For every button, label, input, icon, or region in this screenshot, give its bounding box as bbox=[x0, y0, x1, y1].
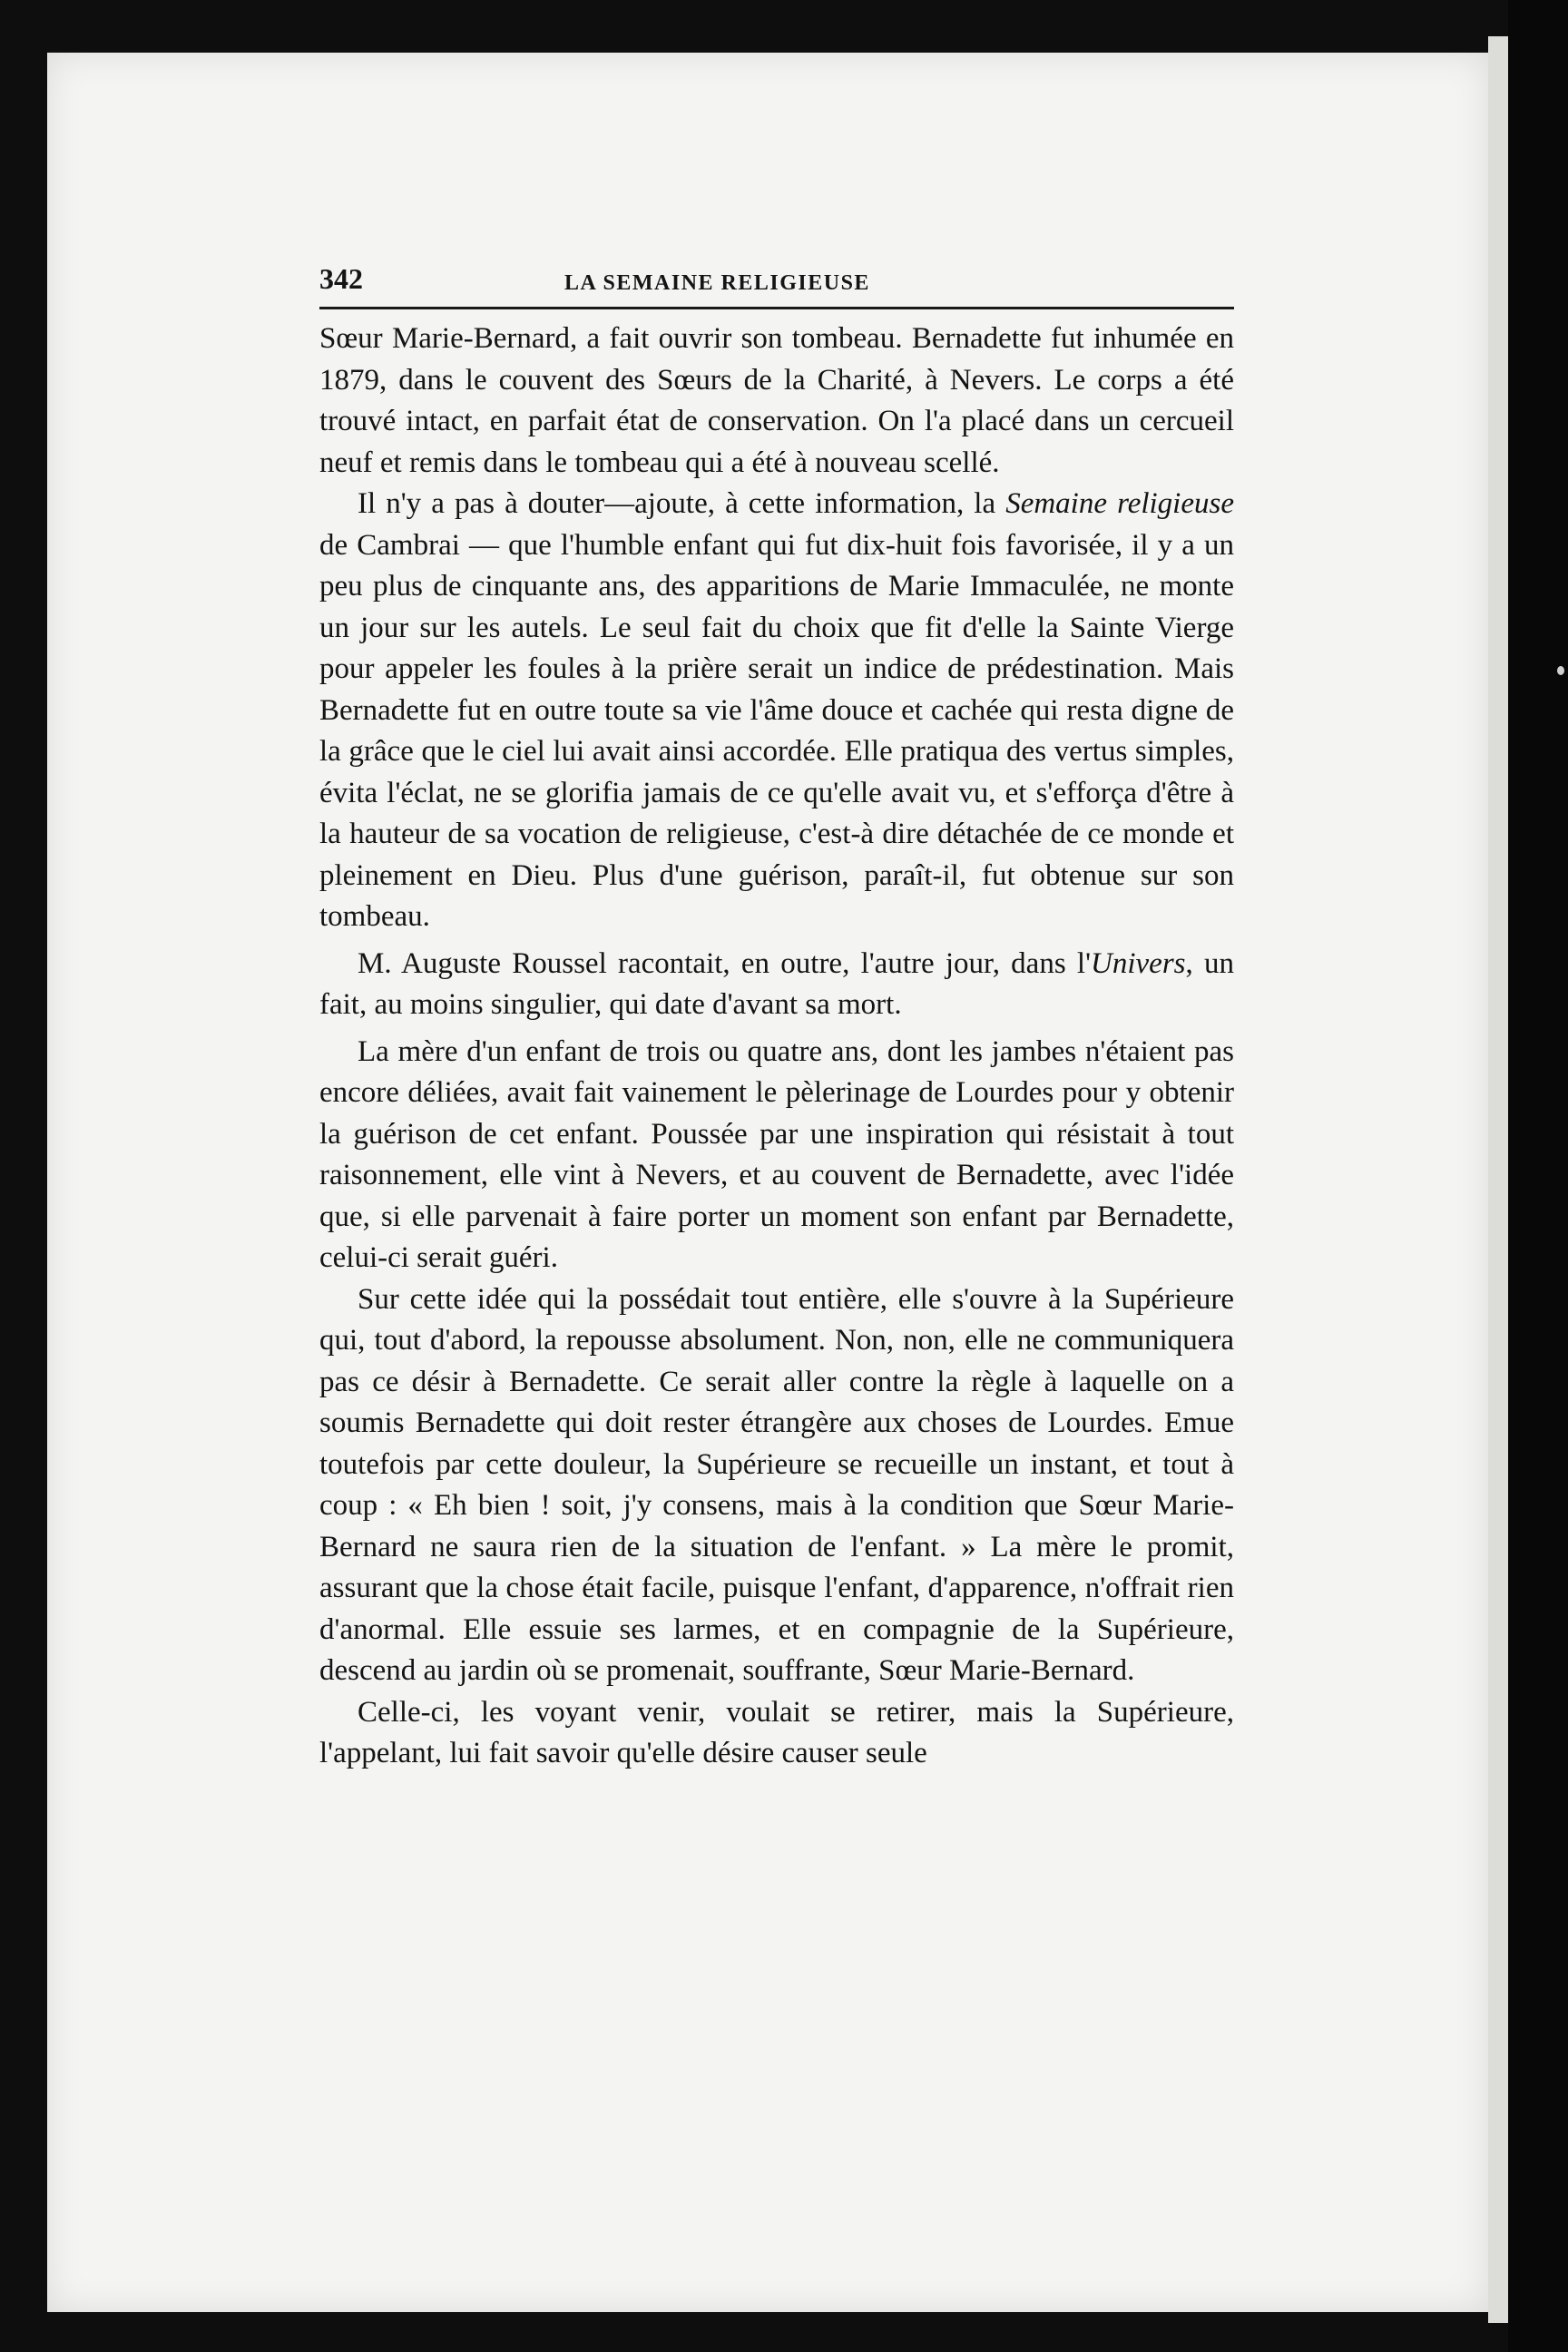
body-text bbox=[319, 309, 1234, 1775]
paragraph-text: Il n'y a pas à douter—ajoute, à cette information, la bbox=[358, 487, 1006, 520]
paragraph-superior-consent: Sur cette idée qui la possédait tout entière, elle s'ouvre à la Supérieure qui, tout d'abord, la repousse absolument. Non, non, elle ne communiquera pas ce désir à Bernadette. Ce serait aller contre la règle à laquelle on a soumis Bernadette qui doit rester étrangère aux choses de Lourdes. Emue toutefois par cette douleur, la Supérieure se recueille un instant, et tout à coup : « Eh bien ! soit, j'y consens, mais à la condition que Sœur Marie-Bernard ne saura rien de la situation de l'enfant. » La mère le promit, assurant que la chose était facile, puisque l'enfant, d'apparence, n'offrait rien d'anormal. Elle essuie ses larmes, et en compagnie de la Supérieure, descend au jardin où se promenait, souffrante, Sœur Marie-Bernard. bbox=[319, 1282, 1234, 1687]
running-title: LA SEMAINE RELIGIEUSE bbox=[564, 271, 870, 295]
paragraph-garden-meeting: Celle-ci, les voyant venir, voulait se retirer, mais la Supérieure, l'appelant, lui fait savoir qu'elle désire causer seule bbox=[319, 1695, 1234, 1769]
page-number: 342 bbox=[319, 262, 363, 295]
text-block bbox=[319, 261, 1234, 1775]
paragraph-roussel-account bbox=[319, 944, 1234, 1026]
paragraph-text: , un fait, au moins singulier, qui date d'avant sa mort. bbox=[319, 946, 1234, 1021]
publication-title: Semaine religieuse bbox=[1005, 487, 1234, 520]
paragraph-mother-journey: La mère d'un enfant de trois ou quatre ans, dont les jambes n'étaient pas encore déliées, avait fait vainement le pèlerinage de Lourdes pour y obtenir la guérison de cet enfant. Poussée par une inspiration qui résistait à tout raisonnement, elle vint à Nevers, et au couvent de Bernadette, avec l'idée que, si elle parvenait à faire porter un moment son enfant par Bernadette, celui-ci serait guéri. bbox=[319, 1034, 1234, 1274]
scan-speck bbox=[1557, 666, 1564, 675]
paragraph-tomb-opening: Sœur Marie-Bernard, a fait ouvrir son tombeau. Bernadette fut inhumée en 1879, dans le couvent des Sœurs de la Charité, à Nevers. Le corps a été trouvé intact, en parfait état de conservation. On l'a placé dans un cercueil neuf et remis dans le tombeau qui a été à nouveau scellé. bbox=[319, 322, 1234, 479]
paragraph-beatification bbox=[319, 484, 1234, 938]
paragraph-text: M. Auguste Roussel racontait, en outre, l'autre jour, dans l' bbox=[358, 946, 1092, 980]
scanner-border bbox=[1508, 0, 1568, 2352]
paragraph-text: de Cambrai — que l'humble enfant qui fut dix-huit fois favorisée, il y a un peu plus de cinquante ans, des apparitions de Marie Immaculée, ne monte un jour sur les autels. Le seul fait du choix que fit d'elle la Sainte Vierge pour appeler les foules à la prière serait un indice de prédestination. Mais Bernadette fut en outre toute sa vie l'âme douce et cachée qui resta digne de la grâce que le ciel lui avait ainsi accordée. Elle pratiqua des vertus simples, évita l'éclat, ne se glorifia jamais de ce qu'elle avait vu, et s'efforça d'être à la hauteur de sa vocation de religieuse, c'est-à dire détachée de ce monde et pleinement en Dieu. Plus d'une guérison, paraît-il, fut obtenue sur son tombeau. bbox=[319, 528, 1234, 933]
scan-speck bbox=[1198, 4, 1221, 16]
running-head bbox=[319, 261, 1234, 309]
publication-title: Univers bbox=[1091, 946, 1186, 980]
facing-page-edge bbox=[1488, 36, 1508, 2323]
